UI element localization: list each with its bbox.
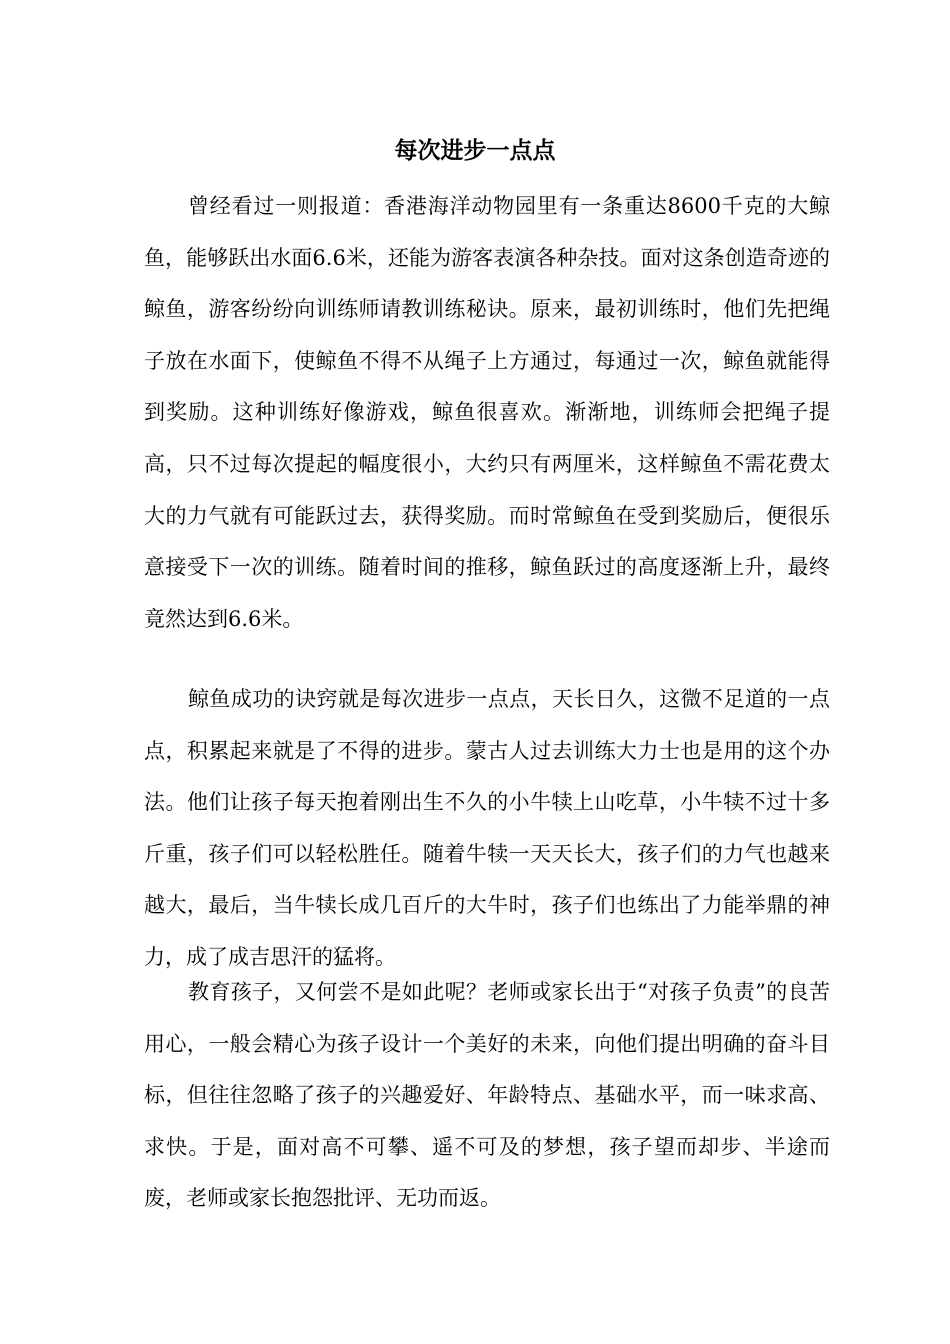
paragraph-whale-training: 曾经看过一则报道：香港海洋动物园里有一条重达8600千克的大鲸鱼，能够跃出水面6.6米，还能为游客表演各种杂技。面对这条创造奇迹的鲸鱼，游客纷纷向训练师请教训练秘诀。原来，最初训练时，他们先把绳子放在水面下，使鲸鱼不得不从绳子上方通过，每通过一次，鲸鱼就能得到奖励。这种训练好像游戏，鲸鱼很喜欢。渐渐地，训练师会把绳子提高，只不过每次提起的幅度很小，大约只有两厘米，这样鲸鱼不需花费太大的力气就有可能跃过去，获得奖励。而时常鲸鱼在受到奖励后，便很乐意接受下一次的训练。随着时间的推移，鲸鱼跃过的高度逐渐上升，最终竟然达到6.6米。 xyxy=(144,194,830,631)
paragraph-educating-children: 教育孩子，又何尝不是如此呢？老师或家长出于“对孩子负责”的良苦用心，一般会精心为孩子设计一个美好的未来，向他们提出明确的奋斗目标，但往往忽略了孩子的兴趣爱好、年龄特点、基础水平，而一味求高、求快。于是，面对高不可攀、遥不可及的梦想，孩子望而却步、半途而废，老师或家长抱怨批评、无功而返。 xyxy=(144,980,830,1211)
document-title: 每次进步一点点 xyxy=(394,137,556,164)
paragraph-mongolian-strongmen: 鲸鱼成功的诀窍就是每次进步一点点，天长日久，这微不足道的一点点，积累起来就是了不得的进步。蒙古人过去训练大力士也是用的这个办法。他们让孩子每天抱着刚出生不久的小牛犊上山吃草，小牛犊不过十多斤重，孩子们可以轻松胜任。随着牛犊一天天长大，孩子们的力气也越来越大，最后，当牛犊长成几百斤的大牛时，孩子们也练出了力能举鼎的神力，成了成吉思汗的猛将。 xyxy=(144,687,830,969)
